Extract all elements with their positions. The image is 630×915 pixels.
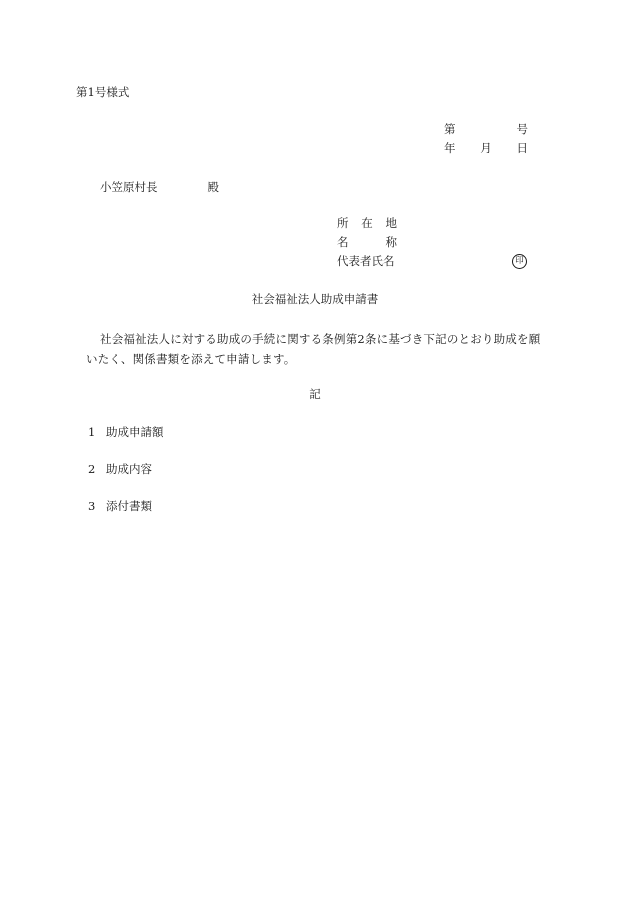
- item-label: 添付書類: [106, 499, 152, 513]
- number-suffix: 号: [516, 122, 528, 136]
- seal-icon: 印: [512, 254, 527, 269]
- address-label-char: 在: [361, 216, 373, 230]
- addressee-honorific: 殿: [207, 180, 219, 194]
- date-line: [444, 142, 528, 156]
- addressee-name: 小笠原村長: [100, 180, 158, 194]
- number-prefix: 第: [444, 122, 456, 136]
- item-number: 2: [88, 462, 96, 476]
- representative-label: 代表者氏名: [337, 254, 395, 268]
- name-label-char: 名: [337, 235, 349, 249]
- ki-label: 記: [309, 387, 321, 401]
- address-label-char: 地: [385, 216, 397, 230]
- date-year: 年: [444, 141, 456, 155]
- list-item: [88, 463, 152, 477]
- name-label-char: 称: [385, 235, 397, 249]
- name-label: [337, 236, 397, 250]
- date-month: 月: [480, 141, 492, 155]
- item-label: 助成内容: [106, 462, 152, 476]
- document-title: 社会福祉法人助成申請書: [251, 292, 379, 306]
- document-number-line: [444, 123, 528, 137]
- form-number-label: 第1号様式: [76, 85, 130, 99]
- item-number: 1: [88, 425, 96, 439]
- address-label-char: 所: [337, 216, 349, 230]
- item-number: 3: [88, 499, 96, 513]
- address-label: [337, 217, 397, 231]
- date-day: 日: [516, 141, 528, 155]
- list-item: [88, 500, 152, 514]
- addressee: [100, 181, 219, 195]
- list-item: [88, 426, 164, 440]
- body-paragraph: 社会福祉法人に対する助成の手続に関する条例第2条に基づき下記のとおり助成を願いたく、関係書類を添えて申請します。: [86, 332, 541, 366]
- item-label: 助成申請額: [106, 425, 164, 439]
